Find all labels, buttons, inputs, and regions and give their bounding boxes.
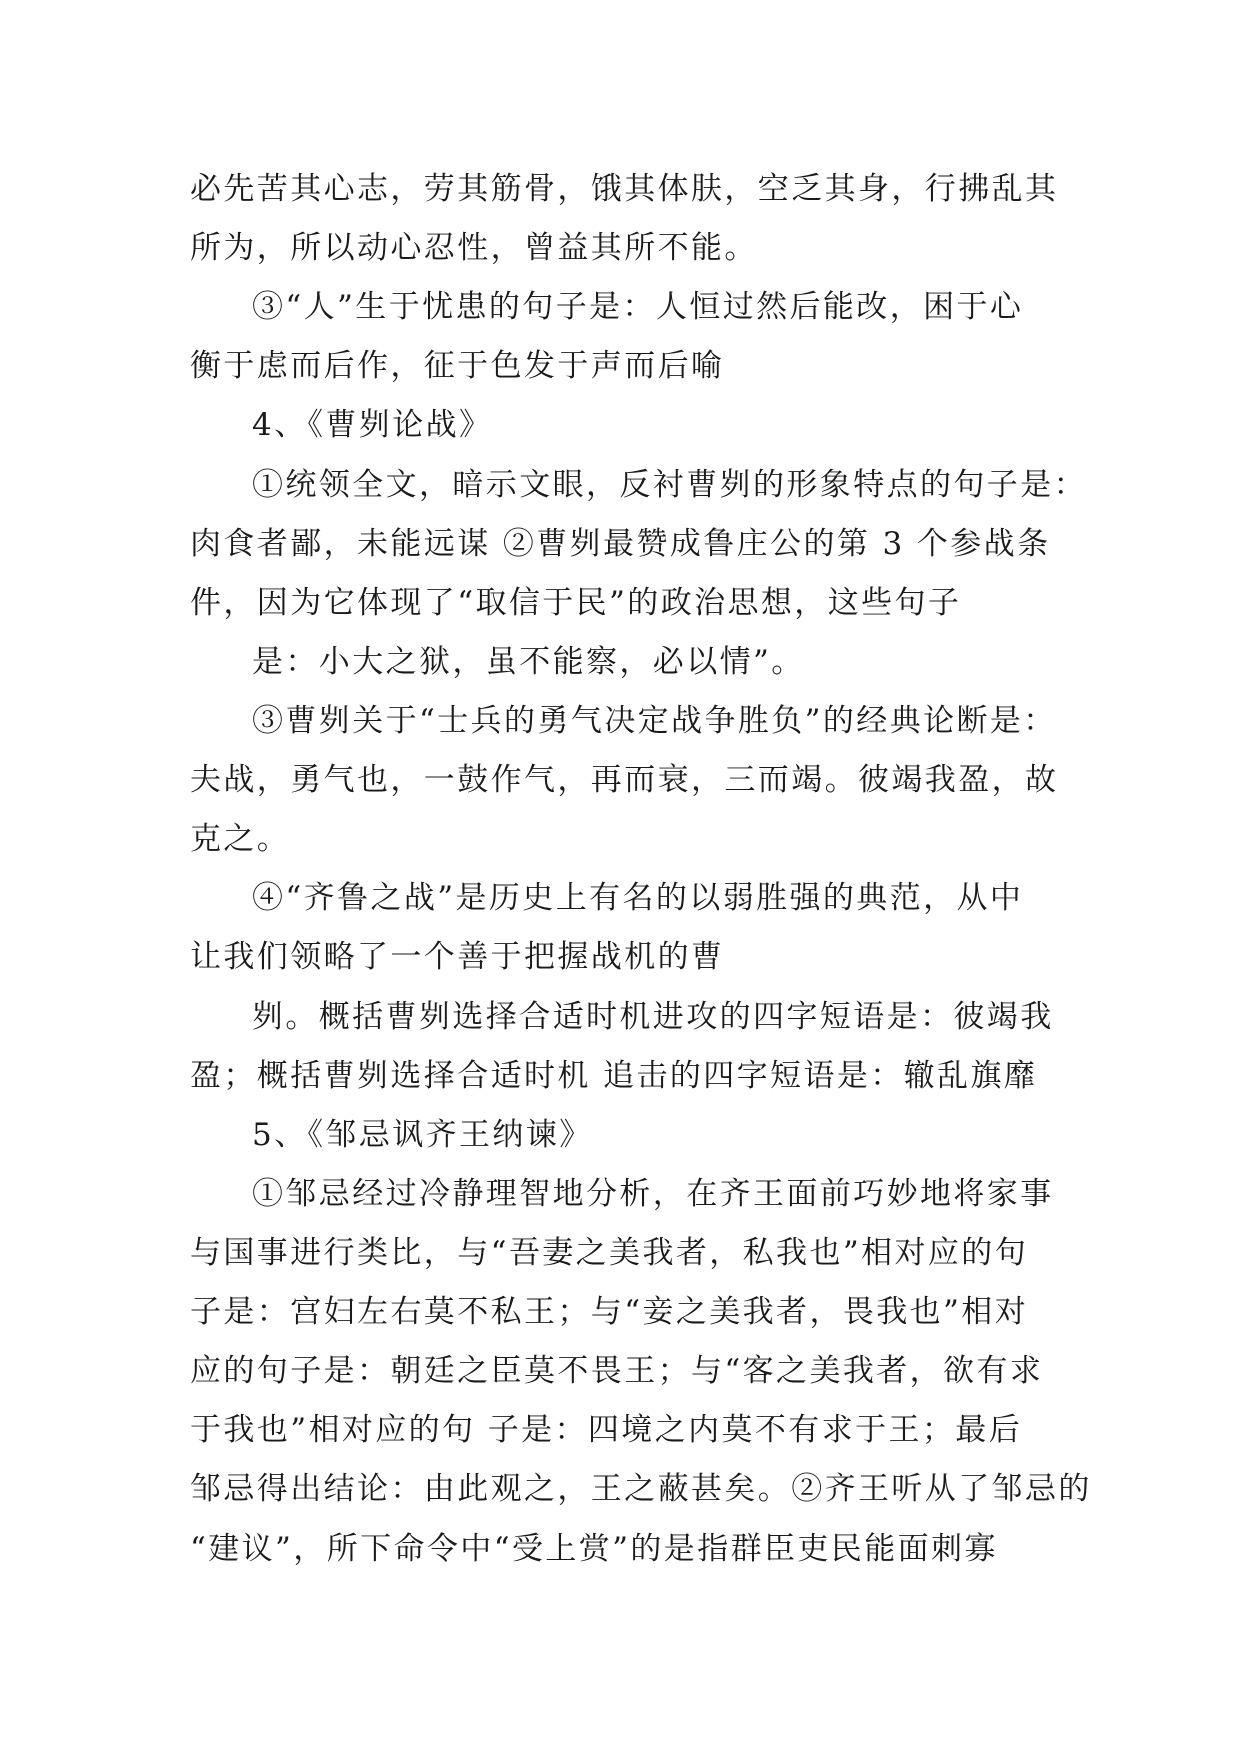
text-line: ④“齐鲁之战”是历史上有名的以弱胜强的典范，从中 xyxy=(252,880,1024,916)
text-line: 衡于虑而后作，征于色发于声而后喻 xyxy=(190,348,725,384)
text-line: ①邹忌经过冷静理智地分析，在齐王面前巧妙地将家事 xyxy=(252,1176,1054,1212)
text-line: 子是：宫妇左右莫不私王；与“妾之美我者，畏我也”相对 xyxy=(190,1294,1029,1330)
text-line: 件，因为它体现了“取信于民”的政治思想，这些句子 xyxy=(190,585,962,621)
text-line: ③曹刿关于“士兵的勇气决定战争胜负”的经典论断是： xyxy=(252,703,1057,739)
text-line: “建议”，所下命令中“受上赏”的是指群臣吏民能面刺寡 xyxy=(190,1531,998,1567)
text-line: 克之。 xyxy=(190,821,291,857)
text-line: 于我也”相对应的句 子是：四境之内莫不有求于王；最后 xyxy=(190,1412,1023,1448)
text-line: 应的句子是：朝廷之臣莫不畏王；与“客之美我者，欲有求 xyxy=(190,1353,1044,1389)
text-line: ①统领全文，暗示文眼，反衬曹刿的形象特点的句子是： xyxy=(252,467,1087,503)
text-line: 盈；概括曹刿选择合适时机 追击的四字短语是：辙乱旗靡 xyxy=(190,1058,1038,1094)
text-line: 让我们领略了一个善于把握战机的曹 xyxy=(190,939,725,975)
text-line: 邹忌得出结论：由此观之，王之蔽甚矣。②齐王听从了邹忌的 xyxy=(190,1471,1092,1507)
text-line: 与国事进行类比，与“吾妻之美我者，私我也”相对应的句 xyxy=(190,1235,1029,1271)
text-line: 肉食者鄙，未能远谋 ②曹刿最赞成鲁庄公的第 3 个参战条 xyxy=(190,526,1051,562)
text-line: ③“人”生于忧患的句子是：人恒过然后能改，困于心 xyxy=(252,289,1024,325)
text-line: 是：小大之狱，虽不能察，必以情”。 xyxy=(252,644,805,680)
text-line: 夫战，勇气也，一鼓作气，再而衰，三而竭。彼竭我盈，故 xyxy=(190,762,1059,798)
text-line: 必先苦其心志，劳其筋骨，饿其体肤，空乏其身，行拂乱其 xyxy=(190,171,1059,207)
text-line: 刿。概括曹刿选择合适时机进攻的四字短语是：彼竭我 xyxy=(252,999,1054,1035)
section-heading: 4、《曹刿论战》 xyxy=(252,407,493,443)
section-heading: 5、《邹忌讽齐王纳谏》 xyxy=(252,1117,593,1153)
text-line: 所为，所以动心忍性，曾益其所不能。 xyxy=(190,230,758,266)
